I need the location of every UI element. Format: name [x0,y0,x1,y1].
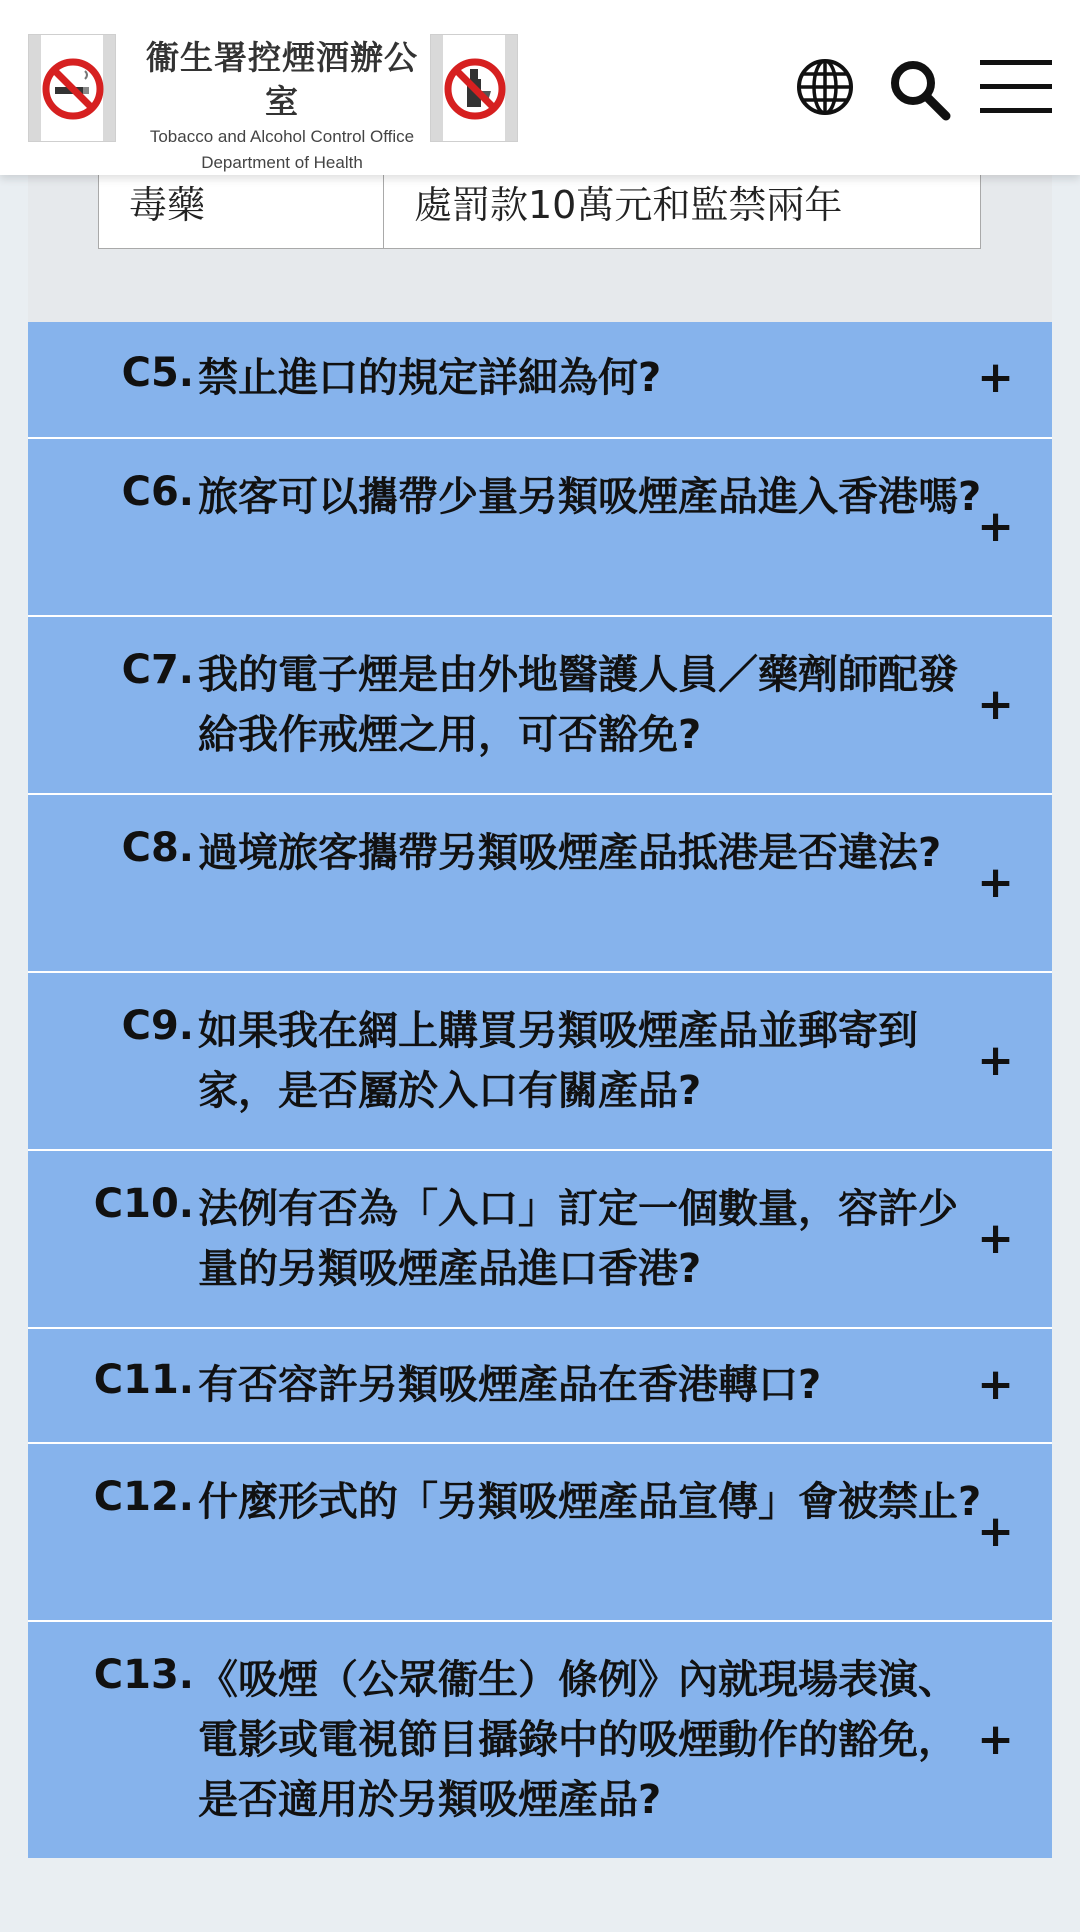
globe-icon[interactable] [796,58,854,120]
faq-question: 有否容許另類吸煙產品在香港轉口? [198,1362,822,1408]
expand-plus-icon[interactable]: + [977,1506,1014,1557]
faq-item-c5[interactable] [28,322,1052,437]
penalty-item-cell: 毒藥 [99,175,384,248]
expand-plus-icon[interactable]: + [977,1213,1014,1264]
faq-item-c6[interactable] [28,437,1052,615]
faq-number: C7. [121,647,194,693]
faq-accordion [28,322,1052,1858]
no-alcohol-icon [430,34,518,142]
faq-number: C6. [121,469,194,515]
logo-department-name: Department of Health [201,153,363,172]
faq-question: 禁止進口的規定詳細為何? [198,355,662,401]
faq-number: C10. [93,1181,194,1227]
hamburger-menu-icon[interactable] [980,58,1052,120]
faq-number: C11. [93,1357,194,1403]
faq-item-c11[interactable] [28,1327,1052,1442]
faq-question: 過境旅客攜帶另類吸煙產品抵港是否違法? [198,830,942,876]
expand-plus-icon[interactable]: + [977,1035,1014,1086]
faq-question: 如果我在網上購買另類吸煙產品並郵寄到家，是否屬於入口有關產品? [198,1008,918,1114]
faq-number: C12. [93,1474,194,1520]
expand-plus-icon[interactable]: + [977,501,1014,552]
no-smoking-icon [28,34,116,142]
penalty-value-cell: 處罰款10萬元和監禁兩年 [414,183,843,227]
faq-question: 《吸煙（公眾衞生）條例》內就現場表演、電影或電視節目攝錄中的吸煙動作的豁免，是否適用於另類吸煙產品? [198,1657,958,1823]
faq-question: 什麼形式的「另類吸煙產品宣傳」會被禁止? [198,1479,982,1525]
faq-question: 法例有否為「入口」訂定一個數量，容許少量的另類吸煙產品進口香港? [198,1186,958,1292]
faq-item-c7[interactable] [28,615,1052,793]
faq-number: C8. [121,825,194,871]
faq-item-c12[interactable] [28,1442,1052,1620]
faq-item-c8[interactable] [28,793,1052,971]
site-header [0,0,1080,175]
expand-plus-icon[interactable]: + [977,1359,1014,1410]
expand-plus-icon[interactable]: + [977,679,1014,730]
faq-number: C9. [121,1003,194,1049]
expand-plus-icon[interactable]: + [977,352,1014,403]
faq-number: C5. [121,350,194,396]
penalty-table-row [98,175,981,249]
faq-item-c9[interactable] [28,971,1052,1149]
search-icon[interactable] [888,58,952,126]
logo-chinese-name: 衞生署控煙酒辦公室 [146,38,418,121]
faq-item-c10[interactable] [28,1149,1052,1327]
faq-number: C13. [93,1652,194,1698]
faq-item-c13[interactable] [28,1620,1052,1858]
faq-question: 我的電子煙是由外地醫護人員／藥劑師配發給我作戒煙之用，可否豁免? [198,652,958,758]
expand-plus-icon[interactable]: + [977,857,1014,908]
expand-plus-icon[interactable]: + [977,1714,1014,1765]
tobacco-alcohol-control-office-logo[interactable] [28,34,518,172]
logo-english-name: Tobacco and Alcohol Control Office [149,127,415,146]
faq-question: 旅客可以攜帶少量另類吸煙產品進入香港嗎? [198,474,982,520]
